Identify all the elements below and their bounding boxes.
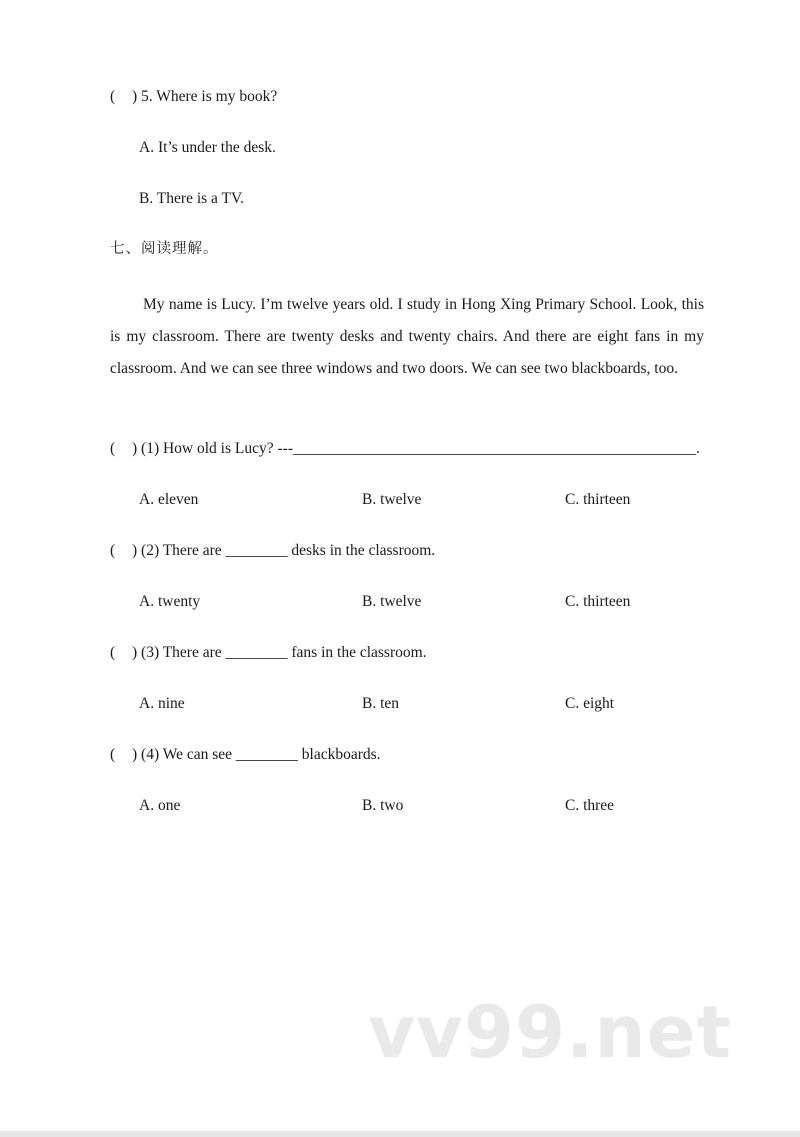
question-1-option-a: A. eleven (139, 491, 199, 508)
answer-paren: ( (110, 746, 116, 763)
question-2-option-c: C. thirteen (565, 593, 631, 610)
question-4-option-c: C. three (565, 797, 615, 814)
question-4 (110, 745, 381, 765)
page-bottom-edge (0, 1131, 800, 1137)
question-4-text: ) (4) We can see ________ blackboards. (132, 746, 381, 763)
question-3-option-b: B. ten (362, 695, 400, 712)
question-2-option-a: A. twenty (139, 593, 201, 610)
answer-paren: ( (110, 542, 116, 559)
question-3-option-a: A. nine (139, 695, 185, 712)
question-2-text: ) (2) There are ________ desks in the classroom. (132, 542, 436, 559)
question-3-text: ) (3) There are ________ fans in the classroom. (132, 644, 427, 661)
question-2-option-b: B. twelve (362, 593, 422, 610)
watermark: vv99.net (368, 990, 732, 1074)
answer-paren: ( (110, 644, 116, 661)
reading-passage-text: My name is Lucy. I’m twelve years old. I study in Hong Xing Primary School. Look, this is my classroom. There are twenty desks and twenty chairs. And there are eight fans in my classroom. And we can see three windows and two doors. We can see two blackboards, too. (110, 296, 704, 377)
answer-paren: ( (110, 440, 116, 457)
question-1-option-b: B. twelve (362, 491, 422, 508)
question-2 (110, 541, 435, 561)
question-3 (110, 643, 427, 663)
section-title: 七、阅读理解。 (110, 241, 219, 257)
question-3-option-c: C. eight (565, 695, 615, 712)
question-5-option-a: A. It’s under the desk. (139, 139, 276, 156)
question-5-text: ) 5. Where is my book? (132, 88, 278, 105)
question-1 (110, 439, 700, 459)
question-1-option-c: C. thirteen (565, 491, 631, 508)
answer-paren: ( (110, 88, 116, 105)
question-5-option-b: B. There is a TV. (139, 190, 245, 207)
question-5 (110, 87, 277, 107)
question-4-option-b: B. two (362, 797, 404, 814)
question-1-text: ) (1) How old is Lucy? ---____________________________________________________. (132, 440, 700, 457)
reading-passage (110, 289, 704, 385)
question-4-option-a: A. one (139, 797, 181, 814)
